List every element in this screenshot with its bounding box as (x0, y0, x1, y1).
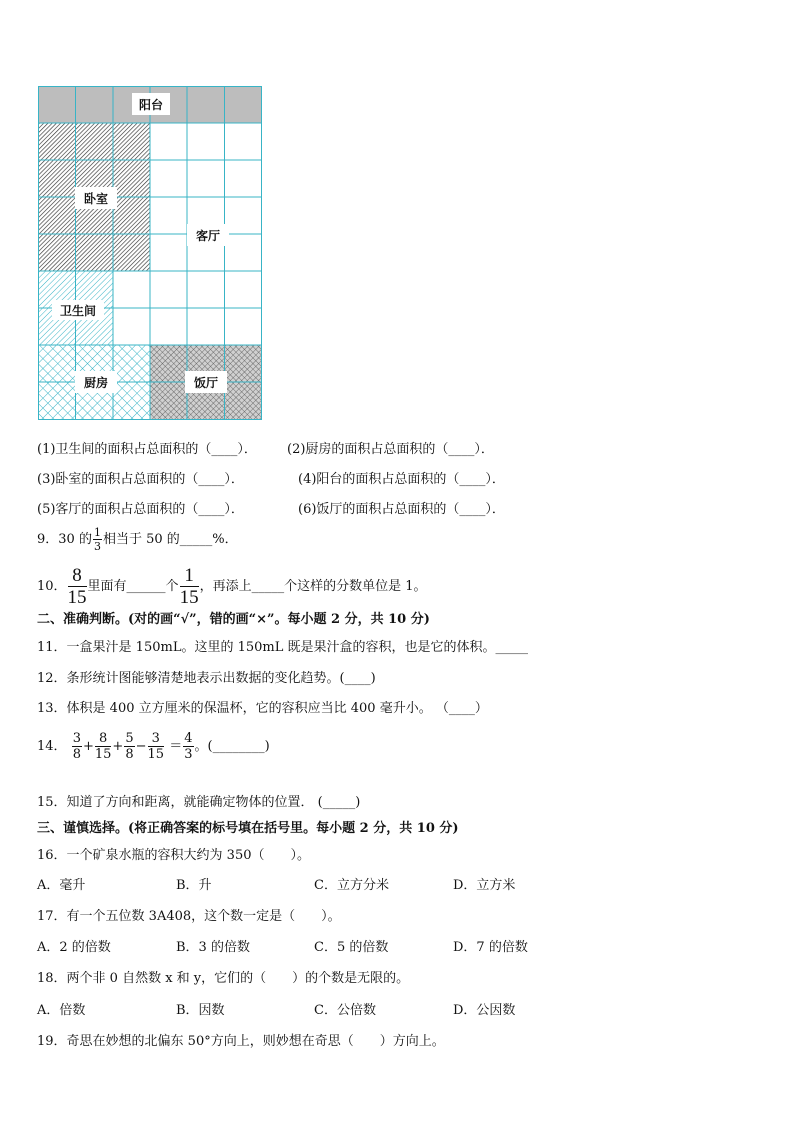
question-12: 12．条形统计图能够清楚地表示出数据的变化趋势。(____) (37, 671, 376, 686)
fraction-1-15: $\frac{1}{15}$ (179, 565, 199, 608)
area-question-2: (2)厨房的面积占总面积的（____）． (287, 442, 494, 457)
kitchen-label: 厨房 (83, 376, 109, 390)
question-14: 14． $\frac{3}{8}$ + $\frac{8}{15}$ + $\frac{5}{8}$ − $\frac{3}{15}$ ＝ $\frac{4}{3}$ 。(________) (37, 731, 270, 762)
floor-plan (38, 86, 262, 420)
q18-option-d: D．公因数 (453, 1003, 516, 1018)
q17-option-b: B．3 的倍数 (176, 940, 250, 955)
q17-option-d: D．7 的倍数 (453, 940, 528, 955)
question-16: 16．一个矿泉水瓶的容积大约为 350（ ）。 (37, 848, 310, 863)
question-18: 18．两个非 0 自然数 x 和 y，它们的（ ）的个数是无限的。 (37, 971, 410, 986)
fraction-one-third: $\frac{1}{3}$ (93, 526, 101, 553)
balcony-label: 阳台 (138, 98, 164, 112)
q17-option-a: A．2 的倍数 (37, 940, 111, 955)
question-17: 17．有一个五位数 3A408，这个数一定是（ ）。 (37, 909, 341, 924)
living-label: 客厅 (195, 229, 221, 243)
question-9: 9．30 的 $\frac{1}{3}$ 相当于 50 的_____%． (37, 526, 238, 553)
q17-option-c: C．5 的倍数 (314, 940, 389, 955)
area-question-6: (6)饭厅的面积占总面积的（____）． (298, 502, 505, 517)
section-3-heading: 三、谨慎选择。(将正确答案的标号填在括号里。每小题 2 分，共 10 分) (37, 821, 459, 836)
section-2-heading: 二、准确判断。(对的画“√”，错的画“×”。每小题 2 分，共 10 分) (37, 612, 430, 627)
q18-option-c: C．公倍数 (314, 1003, 376, 1018)
q16-option-c: C．立方分米 (314, 878, 389, 893)
question-19: 19．奇思在妙想的北偏东 50°方向上，则妙想在奇思（ ）方向上。 (37, 1034, 445, 1049)
question-15: 15．知道了方向和距离，就能确定物体的位置． (_____) (37, 795, 361, 810)
bedroom-label: 卧室 (83, 192, 109, 206)
q18-option-a: A．倍数 (37, 1003, 86, 1018)
q18-option-b: B．因数 (176, 1003, 225, 1018)
dining-label: 饭厅 (193, 376, 219, 390)
q16-option-a: A．毫升 (37, 878, 86, 893)
fraction-8-15: $\frac{8}{15}$ (67, 565, 87, 608)
area-question-4: (4)阳台的面积占总面积的（____）． (298, 472, 505, 487)
bathroom-label: 卫生间 (59, 304, 97, 318)
question-13: 13．体积是 400 立方厘米的保温杯，它的容积应当比 400 毫升小。 （____） (37, 701, 488, 716)
q16-option-b: B．升 (176, 878, 212, 893)
question-10: 10． $\frac{8}{15}$ 里面有______个 $\frac{1}{15}$ ，再添上_____个这样的分数单位是 1。 (37, 565, 427, 608)
area-question-5: (5)客厅的面积占总面积的（____）． (37, 502, 244, 517)
area-question-1: (1)卫生间的面积占总面积的（____）． (37, 442, 257, 457)
question-11: 11．一盒果汁是 150mL。这里的 150mL 既是果汁盒的容积，也是它的体积。_____ (37, 640, 528, 655)
q16-option-d: D．立方米 (453, 878, 516, 893)
area-question-3: (3)卧室的面积占总面积的（____）． (37, 472, 244, 487)
